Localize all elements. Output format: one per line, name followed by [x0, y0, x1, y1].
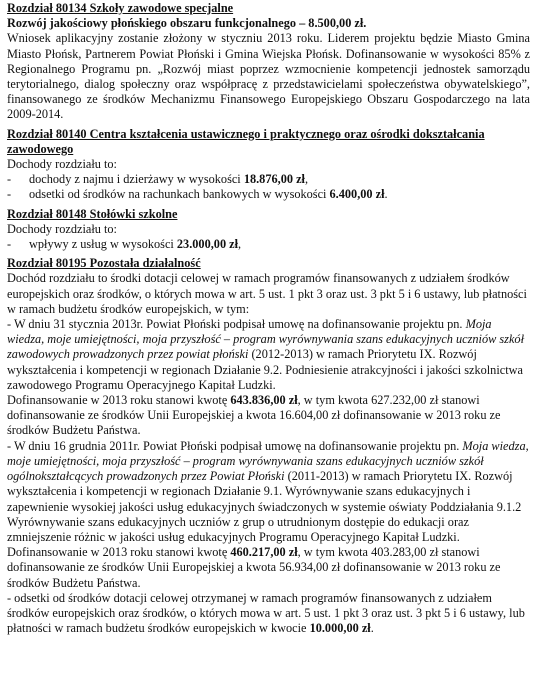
income-item-services: - wpływy z usług w wysokości 23.000,00 zł, — [7, 237, 242, 252]
section-body-80134: Wniosek aplikacyjny zostanie złożony w styczniu 2013 roku. Liderem projektu będzie Miasto Gmina Miasto Płońsk, Partnerem Powiat Płoński i Gmina Wiejska Płońsk. Dofinansowanie w wysokości 85% z Regionalnego Programu pn. „Rozwój miast poprzez wzmocnienie kompetencji jednostek samorządu terytorialnego, dialog społeczny oraz współpracę z przedstawicielami społeczeństwa obywatelskiego”, finansowanego ze środków Mechanizmu Finansowego Europejskiego Obszaru Gospodarczego na lata 2009-2014. — [7, 31, 530, 122]
income-intro-80148: Dochody rozdziału to: — [7, 221, 117, 236]
income-intro-80140: Dochody rozdziału to: — [7, 157, 117, 172]
amount-rent: 18.876,00 zł — [243, 172, 305, 187]
section-heading-80134: Rozdział 80134 Szkoły zawodowe specjalne — [7, 1, 234, 15]
interest-paragraph: - odsetki od środków dotacji celowej otrzymanej w ramach programów finansowanych z udziałem środków europejskich oraz środków, o których mowa w art. 5 ust. 1 pkt 3 oraz ust. 3 pkt 5 i 6 ustawy, lub płatności w ramach budżetu środków europejskich w kwocie 10.000,00 zł. — [7, 590, 525, 636]
amount-services: 23.000,00 zł — [176, 237, 239, 252]
project-paragraph-2: - W dniu 16 grudnia 2011r. Powiat Płoński podpisał umowę na dofinansowanie projektu pn. Moja wiedza, moje umiejętności, moja przyszłość – program wyrównywania szans edukacyjnych uczniów szkół ogólnokształcących prowadzonych przez Powiat Płoński (2011-2013) w ramach Priorytetu IX. Rozwój wykształcenia i kompetencji w regionach Działanie 9.1. Wyrównywanie szans edukacyjnych i zapewnienie wysokiej jakości usług edukacyjnych świadczonych w systemie oświaty Poddziałania 9.1.2 Wyrównywanie szans edukacyjnych uczniów z grup o utrudnionym dostępie do edukacji oraz zmniejszenie różnic w jakości usług edukacyjnych Programu Operacyjnego Kapitał Ludzki. — [7, 438, 529, 544]
section-heading-80140: Rozdział 80140 Centra kształcenia ustawicznego i praktycznego oraz ośrodki dokształcania zawodowego — [7, 126, 485, 156]
amount-project-1: 643.836,00 zł — [230, 393, 298, 408]
amount-project-2: 460.217,00 zł — [230, 545, 298, 560]
project-title-80134: Rozwój jakościowy płońskiego obszaru funkcjonalnego – 8.500,00 zł. — [7, 16, 367, 31]
income-item-rent: - dochody z najmu i dzierżawy w wysokości 18.876,00 zł, — [7, 172, 309, 187]
amount-interest-eu: 10.000,00 zł — [309, 621, 371, 636]
project-name-2: Moja wiedza, moje umiejętności, moja przyszłość – program wyrównywania szans edukacyjnych uczniów szkół ogólnokształcących prowadzonych przez Powiat Płoński — [7, 438, 529, 484]
amount-interest: 6.400,00 zł — [329, 187, 385, 202]
section-heading-80195: Rozdział 80195 Pozostała działalność — [7, 256, 201, 271]
income-item-interest: - odsetki od środków na rachunkach bankowych w wysokości 6.400,00 zł. — [7, 187, 388, 202]
funding-paragraph-2: Dofinansowanie w 2013 roku stanowi kwotę 460.217,00 zł, w tym kwota 403.283,00 zł stanowi dofinansowanie ze środków Unii Europejskiej a kwota 56.934,00 zł dofinansowanie w 2013 roku ze środków Budżetu Państwa. — [7, 545, 501, 590]
project-paragraph-1: - W dniu 31 stycznia 2013r. Powiat Płoński podpisał umowę na dofinansowanie projektu pn. Moja wiedza, moje umiejętności, moja przyszłość – program wyrównywania szans edukacyjnych uczniów szkół zawodowych prowadzonych przez powiat płoński (2012-2013) w ramach Priorytetu IX. Rozwój wykształcenia i kompetencji w regionach Działanie 9.2. Podniesienie atrakcyjności i jakości szkolnictwa zawodowego Programu Operacyjnego Kapitał Ludzki. — [7, 317, 524, 392]
section-heading-80148: Rozdział 80148 Stołówki szkolne — [7, 206, 178, 221]
project-name-1: Moja wiedza, moje umiejętności, moja przyszłość – program wyrównywania szans edukacyjnych uczniów szkół zawodowych prowadzonych przez powiat płoński — [7, 317, 524, 362]
funding-paragraph-1: Dofinansowanie w 2013 roku stanowi kwotę 643.836,00 zł, w tym kwota 627.232,00 zł stanowi dofinansowanie ze środków Unii Europejskiej a kwota 16.604,00 zł dofinansowanie w 2013 roku ze środków Budżetu Państwa. — [7, 393, 501, 438]
section-intro-80195: Dochód rozdziału to środki dotacji celowej w ramach programów finansowanych z udziałem środków europejskich oraz środków, o których mowa w art. 5 ust. 1 pkt 3 oraz ust. 3 pkt 5 i 6 ustawy, lub płatności w ramach budżetu środków europejskich, w tym: — [7, 271, 527, 316]
